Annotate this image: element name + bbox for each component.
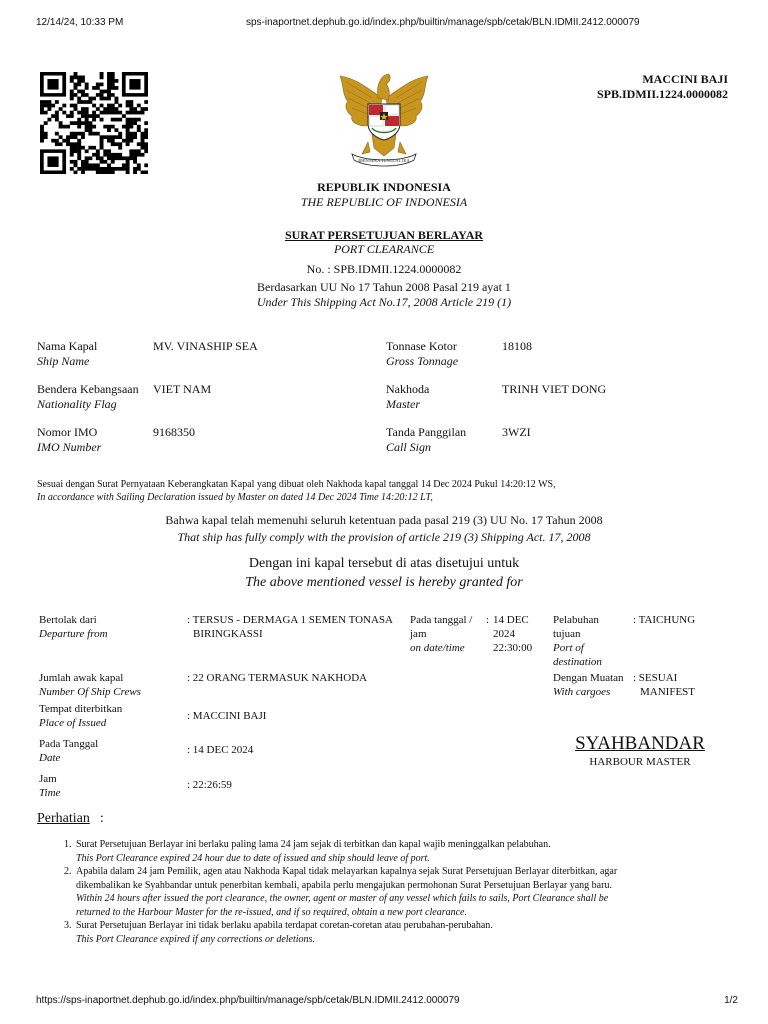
gross-tonnage-label: Tonnase Kotor Gross Tonnage <box>386 339 459 368</box>
departure-date-value: 14 DEC 2024 22:30:00 <box>493 614 533 654</box>
document-title-en: PORT CLEARANCE <box>333 242 435 256</box>
imo-label: Nomor IMO IMO Number <box>37 425 102 454</box>
granted-statement: Dengan ini kapal tersebut di atas disetujui untuk <box>248 556 520 571</box>
issue-time-value: : 22:26:59 <box>187 779 232 791</box>
master-value: TRINH VIET DONG <box>502 382 607 396</box>
seal-motto: BHINNEKA TUNGGAL IKA <box>358 158 410 163</box>
spb-number: SPB.IDMII.1224.0000082 <box>596 87 728 101</box>
print-url-top: sps-inaportnet.dephub.go.id/index.php/builtin/manage/spb/cetak/BLN.IDMII.2412.000079 <box>246 17 640 28</box>
place-issued-label: Tempat diterbitkan Place of Issued <box>39 703 123 729</box>
harbour-master-title-en: HARBOUR MASTER <box>589 756 691 768</box>
issue-time-label: Jam Time <box>39 773 61 799</box>
crew-label: Jumlah awak kapal Number Of Ship Crews <box>39 672 141 698</box>
compliance-statement-en: That ship has fully comply with the provision of article 219 (3) Shipping Act. 17, 2008 <box>177 530 591 544</box>
granted-statement-en: The above mentioned vessel is hereby granted for <box>245 575 523 590</box>
gross-tonnage-value: 18108 <box>502 339 532 353</box>
document-title: SURAT PERSETUJUAN BERLAYAR <box>284 228 484 242</box>
notes-heading: Perhatian : <box>37 811 104 826</box>
place-issued-value: : MACCINI BAJI <box>187 710 267 722</box>
master-label: Nakhoda Master <box>386 382 430 411</box>
compliance-statement: Bahwa kapal telah memenuhi seluruh ketentuan pada pasal 219 (3) UU No. 17 Tahun 2008 <box>165 513 603 527</box>
notes-list <box>64 838 724 946</box>
cargo-label: Dengan Muatan With cargoes <box>553 672 624 698</box>
departure-date-label: Pada tanggal / jam on date/time <box>410 614 473 654</box>
departure-date-colon: : <box>486 614 490 626</box>
crew-value: : 22 ORANG TERMASUK NAKHODA <box>187 672 368 684</box>
republic-title-en: THE REPUBLIC OF INDONESIA <box>300 195 468 209</box>
print-page-number: 1/2 <box>724 995 738 1006</box>
qr-code <box>40 72 148 174</box>
destination-label: Pelabuhan tujuan Port of destination <box>553 614 602 668</box>
harbour-master-title: SYAHBANDAR <box>575 733 705 754</box>
note-item: 1. Surat Persetujuan Berlayar ini berlaku paling lama 24 jam sejak di terbitkan dan kapal wajib meninggalkan pelabuhan. This Port Clearance expired 24 hour due to date of issued and ship should leave of port. <box>64 839 551 864</box>
note-item: 2. Apabila dalam 24 jam Pemilik, agen atau Nakhoda Kapal tidak melayarkan kapalnya sejak Surat Persetujuan Berlayar diterbitkan, agar dikembalikan ke Syahbandar untuk penerbitan kembali, apabila perlu mengajukan permohonan Surat Persetujuan Berlayar yang baru. Within 24 hours after issued the port clearance, the owner, agent or master of any vessel which fails to sails, Port Clearance shall be returned to the Harbour Master for the re-issued, and if so required, obtain a new port clearance. <box>64 866 618 918</box>
departure-from-value: : TERSUS - DERMAGA 1 SEMEN TONASA BIRINGKASSI <box>187 614 393 640</box>
imo-value: 9168350 <box>153 425 195 439</box>
garuda-seal-icon <box>332 68 436 168</box>
departure-from-label: Bertolak dari Departure from <box>39 614 108 640</box>
call-sign-value: 3WZI <box>502 425 531 439</box>
flag-value: VIET NAM <box>153 382 212 396</box>
destination-value: : TAICHUNG <box>633 614 696 626</box>
print-datetime: 12/14/24, 10:33 PM <box>36 17 124 28</box>
call-sign-label: Tanda Panggilan Call Sign <box>386 425 467 454</box>
republic-title: REPUBLIK INDONESIA <box>317 180 451 194</box>
issue-date-value: : 14 DEC 2024 <box>187 744 254 756</box>
sailing-declaration: Sesuai dengan Surat Pernyataan Keberangkatan Kapal yang dibuat oleh Nakhoda kapal tanggal 14 Dec 2024 Pukul 14:20:12 WS, In accordance with Sailing Declaration issued by Master on dated 14 Dec 2024 Time 14:20:12 LT, <box>37 479 556 503</box>
cargo-value: : SESUAI MANIFEST <box>633 672 696 698</box>
signature-block <box>560 733 720 769</box>
print-url-bottom[interactable]: https://sps-inaportnet.dephub.go.id/index.php/builtin/manage/spb/cetak/BLN.IDMII.2412.000079 <box>36 995 460 1006</box>
issue-date-label: Pada Tanggal Date <box>39 738 99 764</box>
ship-name-value: MV. VINASHIP SEA <box>153 339 258 353</box>
legal-basis: Berdasarkan UU No 17 Tahun 2008 Pasal 219 ayat 1 <box>257 280 511 294</box>
ship-name-label: Nama Kapal Ship Name <box>37 339 98 368</box>
note-item: 3. Surat Persetujuan Berlayar ini tidak berlaku apabila terdapat coretan-coretan atau perubahan-perubahan. This Port Clearance expired if any corrections or deletions. <box>64 920 493 945</box>
office-name: MACCINI BAJI <box>642 72 728 86</box>
flag-label: Bendera Kebangsaan Nationality Flag <box>37 382 139 411</box>
legal-basis-en: Under This Shipping Act No.17, 2008 Article 219 (1) <box>256 295 512 309</box>
document-number: No. : SPB.IDMII.1224.0000082 <box>306 262 462 276</box>
